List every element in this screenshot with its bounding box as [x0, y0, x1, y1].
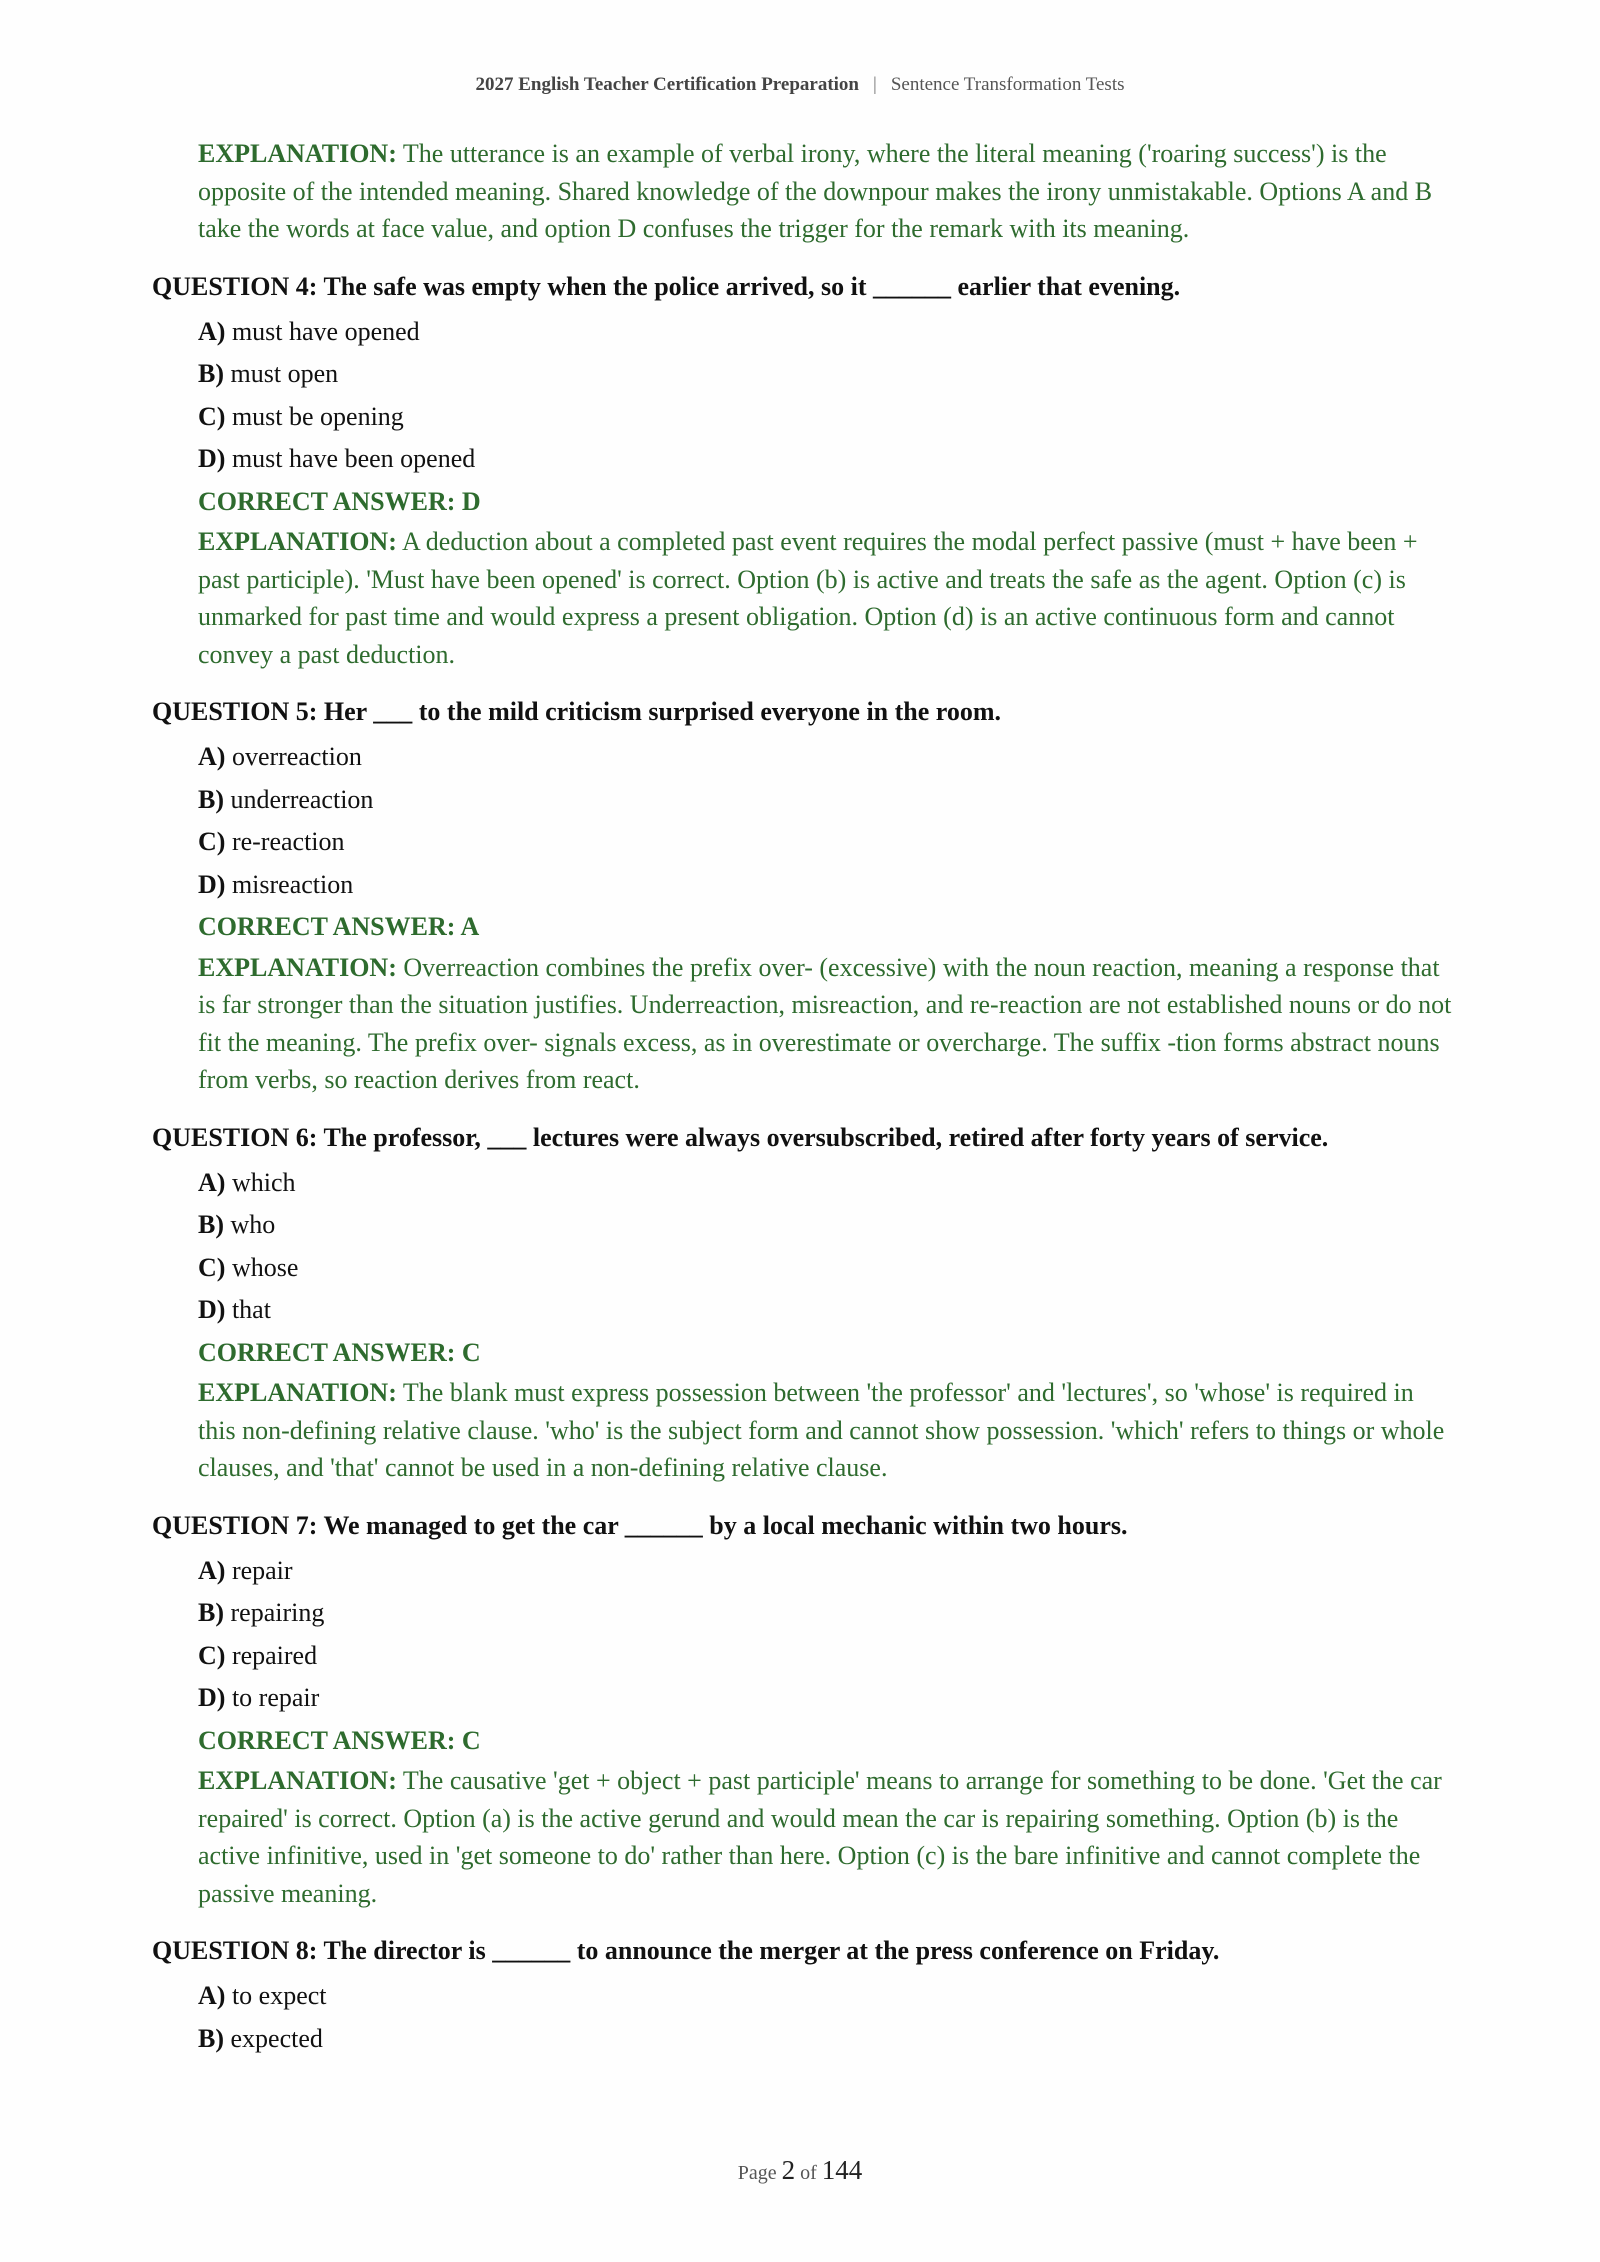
option-item: [198, 736, 1452, 779]
option-text: overreaction: [231, 742, 362, 771]
option-item: [198, 821, 1452, 864]
question-prompt: QUESTION 8: The director is ______ to announce the merger at the press conference on Friday.: [152, 1936, 1220, 1965]
page-number: 2: [781, 2155, 796, 2185]
explanation-label: EXPLANATION:: [198, 139, 397, 168]
header-subtitle: Sentence Transformation Tests: [890, 74, 1125, 95]
option-item: [198, 438, 1452, 481]
correct-answer: CORRECT ANSWER: C: [198, 1337, 481, 1367]
options-list: [198, 311, 1452, 481]
option-item: [198, 1247, 1452, 1290]
header-title: 2027 English Teacher Certification Preparation: [475, 74, 859, 95]
option-text: to expect: [231, 1981, 327, 2010]
option-item: [198, 1550, 1452, 1593]
option-text: repaired: [231, 1640, 318, 1670]
option-text: which: [231, 1167, 296, 1197]
option-letter: D): [198, 1683, 226, 1712]
option-letter: D): [198, 869, 226, 899]
explanation-text: The causative 'get + object + past participle' means to arrange for something to be done. 'Get the car repaired' is correct. Option (a) is the active gerund and would mean the car is repairing something. Option (b) is the active infinitive, used in 'get someone to do' rather than here. Option (c) is the bare infinitive and cannot complete the passive meaning.: [198, 1766, 1442, 1908]
of-label: of: [800, 2162, 817, 2184]
option-item: [198, 1204, 1452, 1247]
explanation-text: Overreaction combines the prefix over- (excessive) with the noun reaction, meaning a response that is far stronger than the situation justifies. Underreaction, misreaction, and re-reaction are not established nouns or do not fit the meaning. The prefix over- signals excess, as in overestimate or overcharge. The suffix -tion forms abstract nouns from verbs, so reaction derives from react.: [198, 952, 1452, 1094]
option-text: to repair: [231, 1683, 320, 1712]
explanation: [198, 523, 1452, 673]
option-letter: B): [198, 359, 224, 388]
option-item: [198, 396, 1452, 439]
option-letter: A): [198, 1167, 226, 1197]
explanation-label: EXPLANATION:: [198, 527, 397, 556]
option-text: must have been opened: [231, 444, 476, 473]
option-letter: B): [198, 1598, 224, 1627]
option-text: that: [231, 1295, 271, 1324]
options-list: [198, 1975, 1452, 2060]
option-text: who: [230, 1210, 276, 1239]
option-text: must have opened: [231, 316, 420, 346]
option-text: repairing: [230, 1598, 325, 1627]
option-item: [198, 1592, 1452, 1635]
question-prompt: QUESTION 5: Her ___ to the mild criticism surprised everyone in the room.: [152, 697, 1002, 726]
option-letter: B): [198, 784, 224, 814]
explanation: [198, 1374, 1452, 1487]
option-text: underreaction: [230, 784, 374, 814]
question-prompt: QUESTION 7: We managed to get the car ______ by a local mechanic within two hours.: [152, 1510, 1128, 1540]
option-text: re-reaction: [231, 827, 345, 856]
explanation-label: EXPLANATION:: [198, 1766, 397, 1795]
option-letter: C): [198, 1640, 226, 1670]
page-label: Page: [737, 2162, 777, 2184]
option-letter: D): [198, 1295, 226, 1324]
option-item: [198, 1635, 1452, 1678]
option-text: repair: [231, 1555, 293, 1585]
option-item: [198, 1975, 1452, 2018]
explanation: [198, 1762, 1452, 1912]
option-item: [198, 1677, 1452, 1720]
option-text: must be opening: [231, 401, 404, 431]
option-letter: A): [198, 1981, 226, 2010]
page-footer: [0, 2155, 1600, 2186]
header-separator: |: [873, 74, 877, 95]
option-letter: B): [198, 2023, 224, 2053]
explanation: [198, 135, 1452, 248]
option-letter: A): [198, 316, 226, 346]
question-prompt: QUESTION 4: The safe was empty when the police arrived, so it ______ earlier that evening.: [152, 271, 1181, 301]
explanation-label: EXPLANATION:: [198, 952, 397, 982]
explanation-text: A deduction about a completed past event requires the modal perfect passive (must + have been + past participle). 'Must have been opened' is correct. Option (b) is active and treats the safe as the agent. Option (c) is unmarked for past time and would express a present obligation. Option (d) is an active continuous form and cannot convey a past deduction.: [198, 527, 1418, 669]
option-letter: C): [198, 1252, 226, 1282]
correct-answer: CORRECT ANSWER: D: [198, 486, 481, 516]
option-letter: C): [198, 401, 226, 431]
option-item: [198, 779, 1452, 822]
explanation-label: EXPLANATION:: [198, 1378, 397, 1407]
options-list: [198, 1550, 1452, 1720]
explanation: [198, 949, 1452, 1099]
option-text: misreaction: [231, 869, 354, 899]
options-list: [198, 736, 1452, 906]
option-item: [198, 311, 1452, 354]
correct-answer: CORRECT ANSWER: A: [198, 912, 480, 941]
question-prompt: QUESTION 6: The professor, ___ lectures were always oversubscribed, retired after forty years of service.: [152, 1122, 1329, 1152]
option-letter: B): [198, 1210, 224, 1239]
option-letter: C): [198, 827, 226, 856]
running-header: [0, 74, 1600, 96]
option-item: [198, 353, 1452, 396]
correct-answer: CORRECT ANSWER: C: [198, 1725, 481, 1755]
explanation-text: The utterance is an example of verbal irony, where the literal meaning ('roaring success') is the opposite of the intended meaning. Shared knowledge of the downpour makes the irony unmistakable. Options A and B take the words at face value, and option D confuses the trigger for the remark with its meaning.: [198, 139, 1433, 243]
option-text: must open: [230, 359, 339, 388]
option-letter: A): [198, 1555, 226, 1585]
option-item: [198, 1162, 1452, 1205]
option-item: [198, 2018, 1452, 2061]
total-pages: 144: [821, 2155, 863, 2185]
explanation-text: The blank must express possession between 'the professor' and 'lectures', so 'whose' is required in this non-defining relative clause. 'who' is the subject form and cannot show possession. 'which' refers to things or whole clauses, and 'that' cannot be used in a non-defining relative clause.: [198, 1378, 1445, 1482]
option-item: [198, 864, 1452, 907]
option-letter: D): [198, 444, 226, 473]
options-list: [198, 1162, 1452, 1332]
option-text: whose: [231, 1252, 299, 1282]
document-body: [152, 135, 1452, 2060]
option-text: expected: [230, 2023, 323, 2053]
option-item: [198, 1289, 1452, 1332]
option-letter: A): [198, 742, 226, 771]
